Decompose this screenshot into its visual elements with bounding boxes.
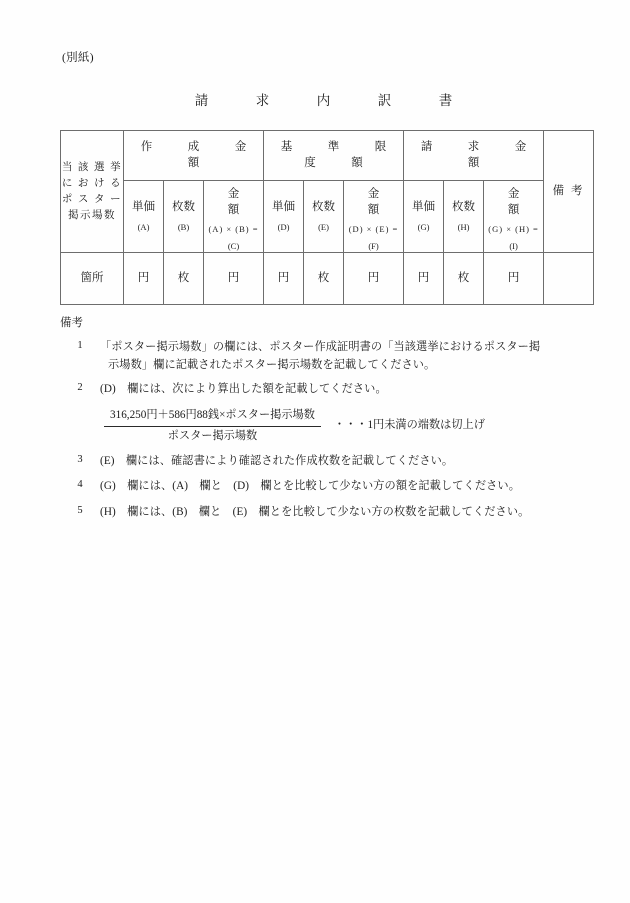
subheader-standard-sheets [304,181,344,253]
standard-sheets-code: (E) [318,221,329,232]
note-3-number: 3 [77,453,83,465]
places-header-line-2: に お け る [61,177,123,189]
standard-unit-price-code: (D) [277,221,290,232]
note-5-body: (H) 欄には、(B) 欄と (E) 欄とを比較して少ない方の枚数を記載してください。 [100,505,530,518]
cell-creation-amount[interactable]: 円 [204,252,264,304]
header-cell-standard-limit [264,131,422,181]
creation-amount-label: 作 成 金 額 [140,140,282,169]
remarks-label: 備 考 [552,184,585,197]
subheader-claim-sheets [444,181,484,253]
note-item-3 [60,452,600,470]
cell-standard-unit-price[interactable]: 円 [264,252,304,304]
page-title-text: 請 求 内 訳 書 [194,93,470,108]
table-header-row-subfields [61,181,594,253]
note-item-1 [60,338,600,375]
table-header-row-groups [61,131,594,181]
cell-standard-sheets[interactable]: 枚 [304,252,344,304]
standard-unit-price-label: 単価 [272,200,296,213]
note-4-number: 4 [77,479,83,491]
claim-amount-formula: (G) × (H) = [488,224,539,235]
note-item-2 [60,380,600,398]
creation-amount-sub-label: 金 額 [227,188,273,216]
note-2-formula [104,407,600,445]
cell-creation-unit-price[interactable]: 円 [124,252,164,304]
header-cell-poster-places [61,131,124,253]
formula-fraction [104,407,321,445]
remarks-section [60,315,600,521]
standard-limit-label: 基 準 限 度 額 [280,140,422,169]
claim-unit-price-label: 単価 [412,200,436,213]
formula-denominator: ポスター掲示場数 [167,429,258,442]
standard-sheets-label: 枚数 [312,200,336,213]
note-2-body [100,380,600,398]
cell-claim-sheets[interactable]: 枚 [444,252,484,304]
note-item-5 [60,503,600,521]
creation-sheets-label: 枚数 [172,200,195,213]
claim-amount-sub-label: 金 額 [507,188,553,216]
note-1-line-1: 「ポスター掲示場数」の欄には、ポスター作成証明書の「当該選挙におけるポスター掲 [100,340,541,353]
notes-tail-group [60,452,600,521]
note-2-number: 2 [77,381,83,393]
creation-amount-result-code: (C) [227,240,240,251]
standard-amount-sub-label: 金 額 [367,188,413,216]
remarks-heading: 備考 [60,317,83,329]
claim-sheets-label: 枚数 [452,200,476,213]
invoice-breakdown-table [60,130,594,305]
note-5-number: 5 [77,504,83,516]
claim-amount-result-code: (I) [509,240,518,251]
note-1-body [100,338,600,375]
claim-amount-label: 請 求 金 額 [420,140,562,169]
creation-unit-price-label: 単価 [132,200,155,213]
subheader-claim-amount [484,181,553,253]
note-item-4 [60,477,600,495]
note-1-number: 1 [77,339,83,351]
subheader-creation-unit-price [124,181,164,253]
page-title [0,89,630,109]
header-cell-claim-amount [404,131,562,181]
standard-amount-formula: (D) × (E) = [348,224,399,235]
header-cell-creation-amount [124,131,282,181]
note-2-line-1: (D) 欄には、次により算出した額を記載してください。 [100,382,387,395]
cell-remarks[interactable] [544,252,594,304]
cell-claim-amount[interactable]: 円 [484,252,544,304]
note-3-body: (E) 欄には、確認書により確認された作成枚数を記載してください。 [100,454,454,467]
creation-amount-formula: (A) × (B) = [208,224,259,235]
note-4-body: (G) 欄には、(A) 欄と (D) 欄とを比較して少ない方の額を記載してください。 [100,480,520,493]
claim-unit-price-code: (G) [417,221,430,232]
claim-sheets-code: (H) [457,221,470,232]
note-1-line-2: 示場数」欄に記載されたポスター掲示場数を記載してください。 [108,359,436,372]
subheader-creation-amount [204,181,273,253]
attachment-label: (別紙) [62,52,94,64]
subheader-standard-amount [344,181,413,253]
standard-amount-result-code: (F) [368,240,379,251]
formula-numerator: 316,250円＋586円88銭×ポスター掲示場数 [104,407,321,426]
cell-places-unit[interactable]: 箇所 [61,252,124,304]
subheader-creation-sheets [164,181,204,253]
table-row [61,252,594,304]
cell-standard-amount[interactable]: 円 [344,252,404,304]
places-header-line-4: 掲示場数 [68,210,116,222]
places-header-line-1: 当 該 選 挙 [61,161,123,173]
creation-unit-price-code: (A) [137,221,150,232]
cell-creation-sheets[interactable]: 枚 [164,252,204,304]
cell-claim-unit-price[interactable]: 円 [404,252,444,304]
places-header-line-3: ポ ス タ ー [61,193,123,205]
creation-sheets-code: (B) [177,221,190,232]
formula-annotation: ・・・1円未満の端数は切上げ [333,419,485,432]
